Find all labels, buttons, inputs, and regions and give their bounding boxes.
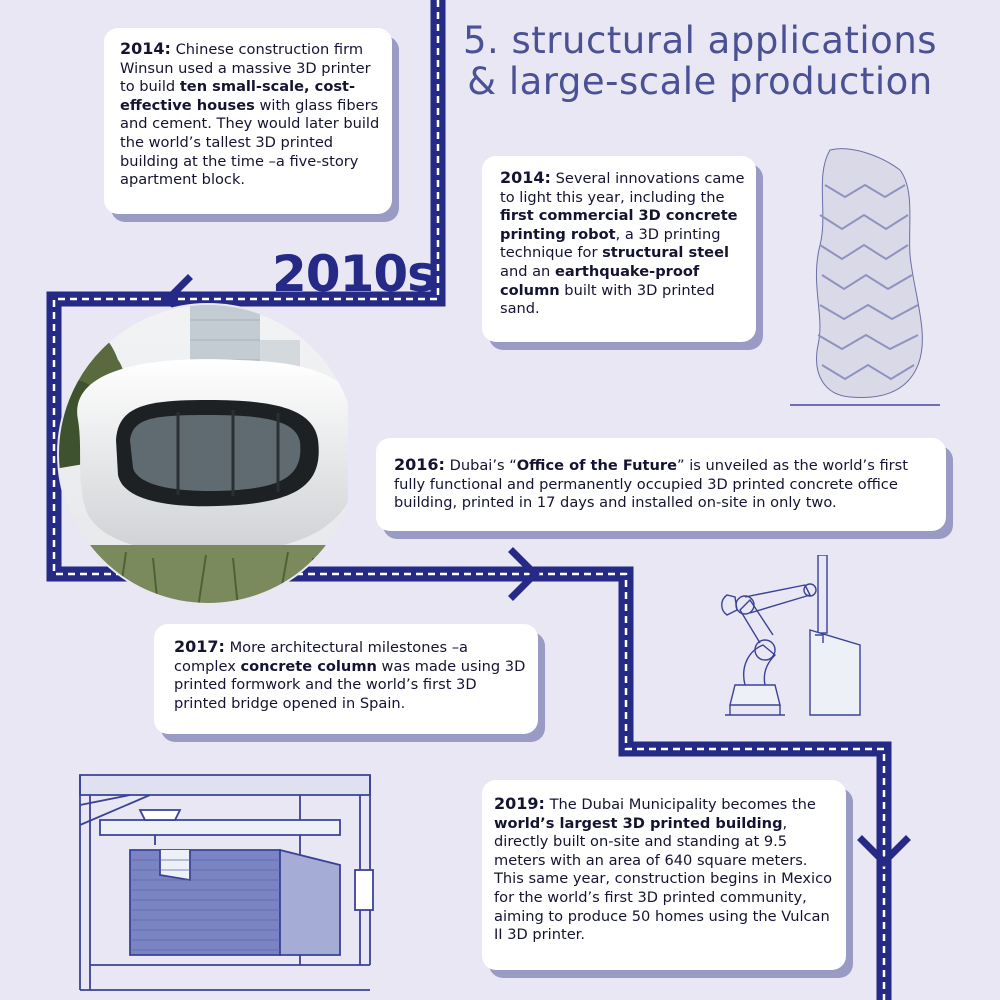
event-highlight-text: structural steel [602, 244, 729, 262]
office-of-the-future-photo [38, 300, 348, 608]
event-highlight-text: ten small-scale, cost-effective houses [120, 78, 356, 114]
event-text: More architectural milestones –a complex [174, 639, 468, 675]
event-year: 2016: [394, 455, 445, 474]
concrete-printing-robot-drawing [715, 555, 865, 720]
event-highlight-text: Office of the Future [516, 457, 677, 474]
event-highlight-text: earthquake-proof column [500, 262, 700, 299]
event-year: 2014: [120, 39, 171, 58]
event-highlight-text: first commercial 3D concrete printing robot [500, 207, 738, 243]
section-title [440, 20, 960, 102]
event-text: was made using 3D printed formwork and the world’s first 3D printed bridge opened in Spain. [174, 657, 526, 712]
event-text: Dubai’s “ [444, 457, 517, 474]
event-year: 2014: [500, 168, 551, 187]
event-text: The Dubai Municipality becomes the [544, 796, 816, 813]
event-text: with glass fibers and cement. They would later build the world’s tallest 3D printed building at the time –a five-story apartment block. [120, 96, 380, 189]
title-line-1: 5. structural applications [462, 19, 938, 62]
event-card-2019-dubai-municipality [482, 780, 846, 970]
title-line-2: & large-scale production [467, 60, 933, 103]
event-text: , a 3D printing technique for [500, 225, 721, 262]
event-year: 2019: [494, 794, 545, 813]
earthquake-proof-column-drawing [790, 145, 940, 410]
event-highlight-text: world’s largest 3D printed building [494, 814, 783, 832]
event-highlight-text: concrete column [240, 657, 377, 675]
event-card-2017-milestones [154, 624, 538, 734]
event-text: ” is unveiled as the world’s first fully functional and permanently occupied 3D printed concrete office building, printed in 17 days and installed on-site in only two. [394, 457, 908, 512]
event-card-2014-innovations [482, 156, 756, 342]
decade-label: 2010s [272, 245, 436, 303]
event-card-2016-office-of-the-future [376, 438, 946, 531]
event-text: Chinese construction firm Winsun used a massive 3D printer to build [120, 41, 371, 96]
event-text: built with 3D printed sand. [500, 281, 715, 318]
building-printer-drawing [70, 765, 400, 1000]
event-card-2014-winsun [104, 28, 392, 214]
event-text: and an [500, 262, 555, 280]
event-year: 2017: [174, 637, 225, 656]
event-text: Several innovations came to light this year, including the [500, 170, 745, 206]
event-text: , directly built on-site and standing at 9.5 meters with an area of 640 square meters. This same year, construction begins in Mexico for the world’s first 3D printed community, aiming to produce 50 homes using the Vulcan II 3D printer. [494, 814, 833, 944]
